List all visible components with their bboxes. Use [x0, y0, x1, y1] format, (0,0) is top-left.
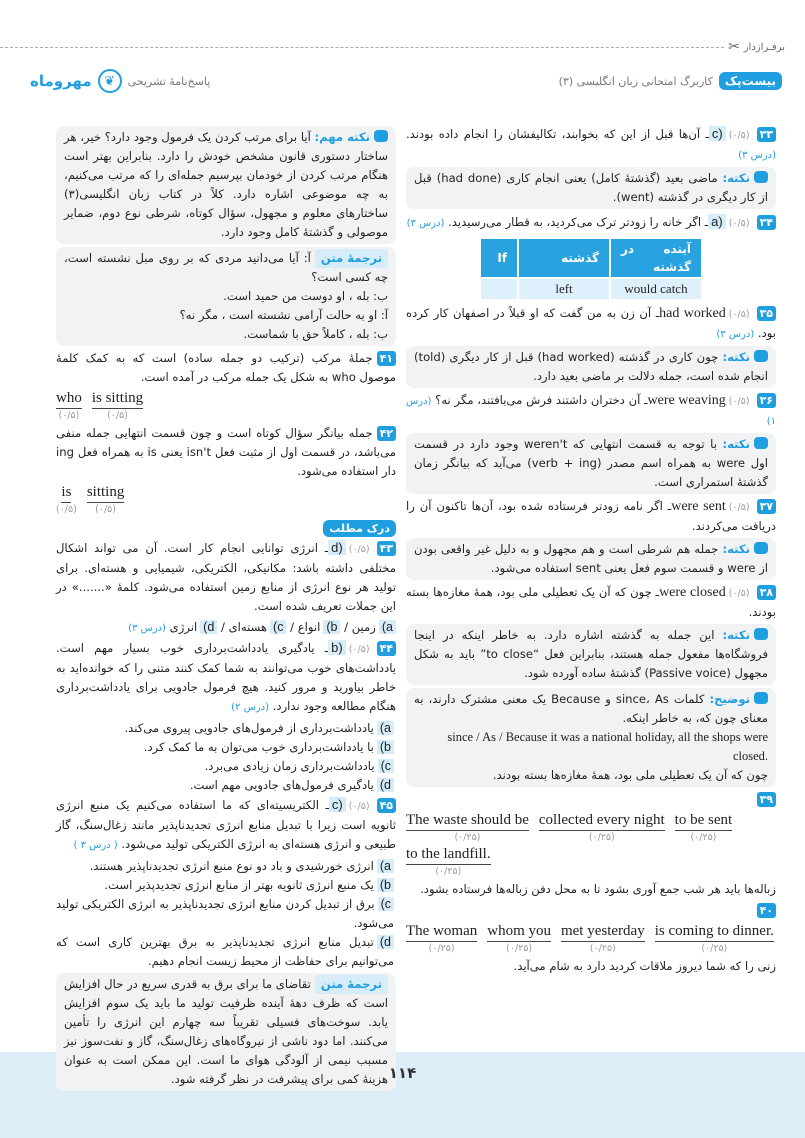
note-icon — [754, 350, 768, 362]
option-item — [56, 776, 396, 795]
note-text: جمله هم شرطی است و هم مجهول و به دلیل غیر واقعی بودن از were و قسمت سوم فعل یعنی sent استفاده می‌شود. — [414, 542, 768, 575]
part-words: met yesterday — [561, 922, 645, 942]
option-item — [56, 738, 396, 757]
option-text: تبدیل منابع انرژی تجدیدناپذیر به برق بهترین کاری است که می‌توانیم برای حفاظت از محیط زیست انجام دهیم. — [56, 935, 394, 968]
brand-badge: بیست‌پک — [719, 72, 782, 90]
part-words: collected every night — [539, 811, 665, 831]
question-item — [56, 638, 396, 717]
table-cell: left — [519, 279, 609, 299]
option-letter: b) — [377, 878, 394, 892]
note-box — [406, 167, 776, 209]
option-text: یادداشت‌برداری زمان زیادی می‌برد. — [204, 759, 375, 773]
part-score: (۰/۵) — [56, 504, 77, 515]
translation-line: ب: بله ، کاملاً حق با شماست. — [243, 327, 388, 341]
page-number: ۱۱۴ — [388, 1064, 417, 1082]
score: (۰/۵) — [728, 396, 750, 407]
right-column — [406, 124, 776, 978]
question-number: ۴۴ — [377, 641, 396, 656]
question-number: ۳۵ — [757, 306, 776, 321]
option-text: با یادداشت‌برداری خوب می‌توان به ما کمک کرد. — [143, 740, 374, 754]
cut-label: برفـراز‌دار — [743, 41, 785, 53]
section-tag-wrap — [56, 518, 396, 538]
question-text: ـ اگر نامه زودتر فرستاده شده بود، آن‌ها تاکنون آن را دریافت می‌کردند. — [406, 499, 776, 533]
question-text: ـ یادگیری یادداشت‌برداری خوب بسیار مهم است. یادداشت‌های خوب می‌توانند به شما کمک کنند متنی را که خوانده‌اید به خاطر بیاورید و مرور کنید. هیچ فرمول جادویی برای یادداشت‌برداری هنگام مطالعه وجود ندارد. — [56, 641, 396, 713]
part-words: sitting — [87, 483, 125, 503]
score: (۰/۵) — [348, 644, 370, 655]
note-label: نکته: — [722, 628, 750, 642]
question-number: ۴۲ — [377, 426, 396, 441]
note-text: این جمله به گذشته اشاره دارد. به خاطر اینکه در اینجا فروشگاه‌ها مفعول جمله هستند، بنابراین فعل “to close” باید به شکل مجهول (Passive voice) گذشتهٔ ساده آورده شود. — [414, 628, 768, 680]
question-item — [56, 349, 396, 387]
question-number: ۳۳ — [757, 127, 776, 142]
question-number: ۴۱ — [377, 351, 396, 366]
sentence-part — [56, 389, 82, 423]
score: (۰/۵) — [348, 801, 370, 812]
note-label: نکته: — [722, 171, 750, 185]
sentence-part — [406, 845, 491, 879]
score: (۰/۵) — [728, 588, 750, 599]
translation-line: آ: آیا می‌دانید مردی که بر روی مبل نشسته است، چه کسی است؟ — [64, 251, 388, 284]
option-text: انرژی — [169, 620, 198, 634]
note-box — [56, 126, 396, 244]
answer: were sent — [671, 499, 726, 514]
question-item — [406, 212, 776, 233]
part-score: (۰/۲۵) — [454, 832, 481, 843]
note-icon — [754, 692, 768, 704]
sentence-part — [487, 922, 551, 956]
option-letter: d) — [377, 778, 394, 792]
part-score: (۰/۵) — [58, 410, 80, 421]
dashed-divider — [0, 47, 724, 48]
part-score: (۰/۲۵) — [588, 832, 615, 843]
note-text: چون کاری در گذشته (had worked) قبل از کار دیگری (told) انجام شده است، جمله دلالت بر ماضی بعید دارد. — [414, 350, 768, 383]
sentence-translation: زباله‌ها باید هر شب جمع آوری بشود تا به محل دفن زباله‌ها فرستاده بشود. — [420, 882, 776, 896]
left-column — [56, 124, 396, 1094]
option-item — [56, 719, 396, 738]
table-header: If — [481, 239, 517, 277]
sentence-part — [561, 922, 645, 956]
sentence-part — [406, 922, 477, 956]
question-number: ۳۹ — [757, 792, 776, 807]
question-item — [406, 790, 776, 809]
part-words: The waste should be — [406, 811, 529, 831]
question-item — [406, 583, 776, 622]
note-text: با توجه به قسمت انتهایی که weren't وجود دارد در قسمت اول were به همراه اسم مصدر (verb + ing) می‌آید که بیانگر زمان گذشتهٔ استمراری است. — [414, 437, 768, 489]
part-words: The woman — [406, 922, 477, 942]
lesson-ref: (درس ۳) — [738, 150, 776, 161]
option-letter: a) — [379, 620, 396, 634]
part-words: who — [56, 389, 82, 409]
part-score: (۰/۲۵) — [701, 943, 728, 954]
butterfly-logo-icon: ❦ — [98, 69, 122, 93]
score: (۰/۵) — [728, 502, 750, 513]
question-text: ـ چون که آن یک تعطیلی ملی بود، همهٔ مغازه‌ها بسته بودند. — [406, 585, 776, 619]
option-text: زمین / — [344, 620, 376, 634]
option-letter: c) — [270, 620, 286, 634]
option-text: برق از تبدیل کردن منابع انرژی تجدیدناپذیر به انرژی الکتریکی تولید می‌شود. — [56, 897, 394, 930]
option-text: انواع / — [290, 620, 321, 634]
option-letter: c) — [378, 897, 394, 911]
part-words: to the landfill. — [406, 845, 491, 865]
note-icon — [754, 437, 768, 449]
sentence-part — [675, 811, 733, 845]
part-words: is sitting — [92, 389, 143, 409]
question-text: ـ انرژی توانایی انجام کار است. آن می تواند اشکال مختلفی داشته باشد: مکانیکی، الکتریکی، شیمیایی و هسته‌ای. برای تولید هر نوع انرژی از منابع زمین استفاده می‌شود. کلمهٔ «.......» در این جملات تعریف شده است. — [56, 541, 396, 613]
answer: c) — [329, 797, 346, 812]
note-label: نکته مهم: — [314, 130, 370, 144]
publisher-logo: مهروماه — [30, 72, 92, 90]
option-text: یک منبع انرژی ثانویه بهتر از منابع انرژی تجدیدپذیر است. — [104, 878, 374, 892]
part-words: to be sent — [675, 811, 733, 831]
table-header: گذشته — [519, 239, 609, 277]
translation-text: تقاضای ما برای برق به قدری سریع در حال افزایش است که ظرف دههٔ آینده ظرفیت تولید ما باید یک سوم افزایش یابد. سوخت‌های فسیلی تقریباً سه چهارم این انرژی را تأمین می‌کنند. اما دود ناشی از نیروگاه‌های زغال‌سنگ، گاز و نفت‌سوز نیز مسبب نیمی از آلودگی هوای ما است. این ممکن است به عنوان هزینهٔ کمی برای پیشرفت در نظر گرفته شود. — [64, 977, 388, 1086]
note-icon — [754, 542, 768, 554]
option-item — [56, 757, 396, 776]
question-item — [406, 497, 776, 536]
part-score: (۰/۲۵) — [428, 943, 455, 954]
option-text: یادگیری فرمول‌های جادویی مهم است. — [189, 778, 374, 792]
question-item — [406, 304, 776, 344]
score: (۰/۵) — [728, 218, 750, 229]
answer: were closed — [659, 585, 726, 600]
lesson-ref: (درس ۳) — [406, 218, 445, 229]
note-icon — [754, 171, 768, 183]
tense-table — [479, 237, 703, 301]
answer: c) — [709, 126, 726, 141]
option-text: هسته‌ای / — [220, 620, 268, 634]
option-letter: d) — [200, 620, 217, 634]
translation-label: ترجمهٔ متن — [315, 249, 388, 268]
scissors-icon: ✂ — [728, 39, 740, 55]
translation-line: ب: بله ، او دوست من حمید است. — [223, 289, 388, 303]
example-translation: چون که آن یک تعطیلی ملی بود، همهٔ مغازه‌ها بسته بودند. — [492, 768, 768, 782]
worksheet-title: کاربرگ امتحانی زبان انگلیسی (۳) — [558, 74, 713, 88]
option-letter: b) — [323, 620, 340, 634]
answer: were weaving — [647, 393, 726, 408]
note-box — [406, 538, 776, 580]
note-text: آیا برای مرتب کردن یک فرمول وجود دارد؟ خیر، هر ساختار دستوری قانون مشخص خودش را دارد. بنابراین بهتر است هنگام مرتب کردن از خودمان بپرسیم جمله‌ای را که مرتب می‌کنیم، به چه موضوعی اشاره دارد. کلاً در کتاب زبان انگلیسی(۳) ساختارهای معلوم و مجهول، سؤال کوتاه، شرطی نوع دوم، ضمایر موصولی و گذشتهٔ کامل وجود دارد. — [64, 130, 388, 239]
sentence-part — [406, 811, 529, 845]
part-words: whom you — [487, 922, 551, 942]
question-number: ۳۴ — [757, 215, 776, 230]
note-box — [406, 433, 776, 494]
cut-line — [0, 40, 785, 54]
question-number: ۳۸ — [757, 585, 776, 600]
part-score: (۰/۲۵) — [506, 943, 533, 954]
option-text: یادداشت‌برداری از فرمول‌های جادویی پیروی می‌کند. — [124, 721, 374, 735]
question-item — [56, 538, 396, 616]
translation-line: آ: او به حالت آرامی نشسته است ، مگر نه؟ — [179, 308, 388, 322]
note-label: توضیح: — [709, 692, 750, 706]
option-letter: a) — [377, 859, 394, 873]
question-item — [406, 124, 776, 165]
note-box — [406, 688, 776, 787]
score: (۰/۵) — [728, 309, 750, 320]
option-letter: d) — [377, 935, 394, 949]
option-text: انرژی خورشیدی و باد دو نوع منبع انرژی تجدیدناپذیر هستند. — [89, 859, 374, 873]
question-text: ـ اگر خانه را زودتر ترک می‌کردید، به قطار می‌رسیدید. — [448, 215, 709, 229]
ordered-sentence — [56, 483, 396, 517]
part-score: (۰/۵) — [95, 504, 116, 515]
question-number: ۴۵ — [377, 798, 396, 813]
question-item — [406, 901, 776, 920]
sentence-part — [87, 483, 125, 517]
question-text: ـ الکتریسیته‌ای که ما استفاده می‌کنیم یک منبع انرژی ثانویه است زیرا با تبدیل منابع انرژی تجدیدناپذیر مانند زغال‌سنگ، گاز طبیعی و انرژی هسته‌ای به انرژی الکتریکی تولید می‌شود. — [56, 798, 396, 851]
ordered-sentence — [406, 922, 776, 956]
note-icon — [754, 628, 768, 640]
answer: b) — [328, 640, 346, 655]
note-label: نکته: — [722, 350, 750, 364]
option-letter: b) — [377, 740, 394, 754]
sentence-part — [92, 389, 143, 423]
page-header — [30, 66, 782, 96]
translation-label: ترجمهٔ متن — [315, 975, 388, 994]
question-number: ۴۰ — [757, 903, 776, 918]
sentence-part — [655, 922, 774, 956]
lesson-ref: (درس ۱) — [406, 396, 776, 427]
question-text: جملهٔ مرکب (ترکیب دو جمله ساده) است که به کمک کلمهٔ موصول who به شکل یک جمله مرکب در آمده است. — [56, 351, 396, 384]
part-score: (۰/۲۵) — [690, 832, 717, 843]
note-text: کلمات since، As و Because یک معنی مشترک دارند، به معنای چون که، به خاطر اینکه. — [414, 692, 768, 725]
note-label: نکته: — [722, 542, 751, 556]
note-text: ماضی بعید (گذشتهٔ کامل) یعنی انجام کاری (had done) قبل از کار دیگری در گذشته (went). — [414, 171, 768, 204]
section-tag: درک مطلب — [323, 520, 396, 537]
part-words: is — [61, 483, 71, 503]
answer: had worked — [659, 306, 726, 321]
sentence-translation: زنی را که شما دیروز ملاقات کردید دارد به شام می‌آید. — [513, 959, 776, 973]
note-icon — [374, 130, 388, 142]
option-item — [56, 876, 396, 895]
answer-sheet-label: پاسخ‌نامهٔ تشریحی — [127, 74, 211, 88]
ordered-sentence — [406, 811, 776, 879]
note-box — [406, 624, 776, 685]
lesson-ref: (درس ۲) — [231, 702, 270, 713]
sentence-part — [539, 811, 665, 845]
question-number: ۳۶ — [757, 393, 776, 408]
question-number: ۴۳ — [377, 541, 396, 556]
question-item — [406, 391, 776, 431]
question-text: ـ آن دختران داشتند فرش می‌بافتند، مگر نه؟ — [435, 393, 648, 407]
question-text: ـ آن زن به من گفت که او قبلاً در اصفهان کار کرده بود. — [406, 306, 776, 340]
table-header: آینده در گذشته — [611, 239, 701, 277]
part-score: (۰/۲۵) — [589, 943, 616, 954]
translation-box — [56, 247, 396, 346]
inline-options — [56, 618, 396, 638]
note-box — [406, 346, 776, 388]
option-item — [56, 895, 396, 933]
option-letter: a) — [377, 721, 394, 735]
note-label: نکته: — [722, 437, 750, 451]
question-text: جمله بیانگر سؤال کوتاه است و چون قسمت انتهایی جمله منفی می‌باشد، در قسمت اول از مثبت فعل isn't یعنی is به همراه فعل ing دار استفاده می‌شود. — [56, 426, 397, 478]
answer: d) — [328, 540, 346, 555]
question-item — [56, 424, 396, 481]
part-score: (۰/۵) — [107, 410, 128, 421]
answer: a) — [708, 214, 726, 229]
part-score: (۰/۲۵) — [435, 866, 462, 877]
sentence-part — [56, 483, 77, 517]
table-cell — [481, 279, 517, 299]
lesson-ref: ( درس ۳ ) — [73, 840, 118, 851]
option-item — [56, 857, 396, 876]
question-item — [56, 795, 396, 855]
table-cell: would catch — [611, 279, 701, 299]
question-text: ـ آن‌ها قبل از این که بخوابند، تکالیفشان را انجام داده بودند. — [406, 127, 709, 141]
ordered-sentence — [56, 389, 396, 423]
lesson-ref: (درس ۳) — [716, 329, 755, 340]
question-number: ۳۷ — [757, 499, 776, 514]
option-item — [56, 933, 396, 971]
option-letter: c) — [378, 759, 394, 773]
score: (۰/۵) — [348, 544, 370, 555]
score: (۰/۵) — [728, 130, 750, 141]
part-words: is coming to dinner. — [655, 922, 774, 942]
lesson-ref: (درس ۳) — [128, 623, 166, 634]
example-sentence: since / As / Because it was a national holiday, all the shops were closed. — [447, 730, 768, 763]
